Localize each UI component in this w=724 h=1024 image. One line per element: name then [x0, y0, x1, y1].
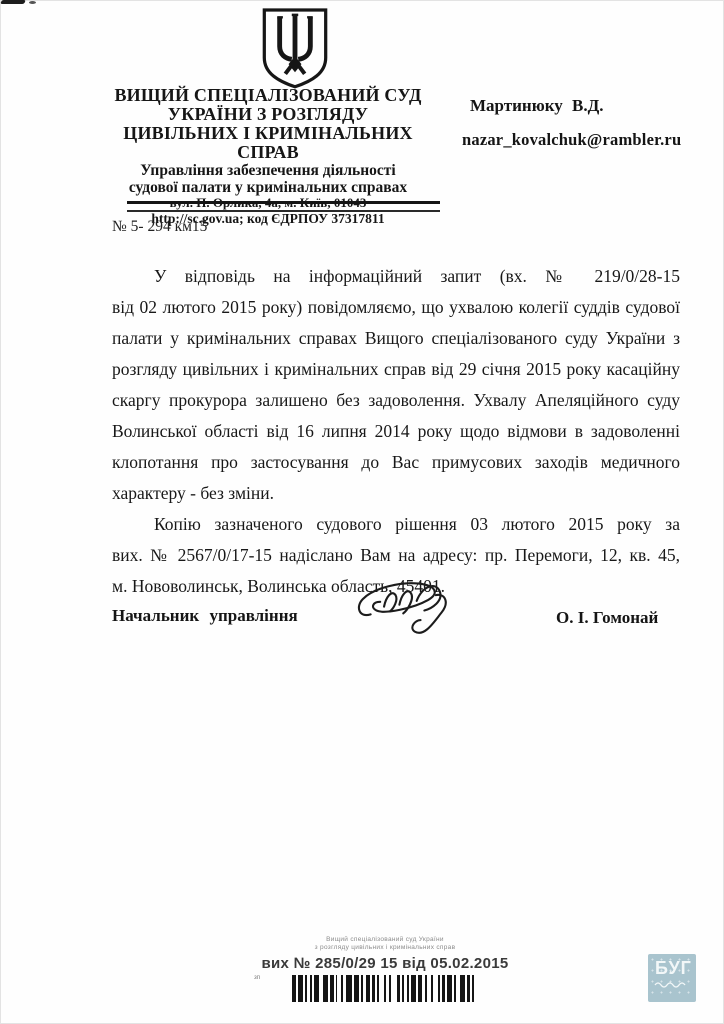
paragraph-line: скаргу прокурора залишено без задоволення. Ухвалу Апеляційного суду	[112, 390, 680, 410]
registration-stamp	[252, 936, 518, 1002]
paragraph-line: характеру - без зміни.	[112, 483, 274, 503]
letterhead-divider	[127, 201, 440, 212]
paragraph-line: Волинської області від 16 липня 2014 року щодо відмови в задоволенні	[112, 421, 680, 441]
paragraph-line: палати у кримінальних справах Вищого спеціалізованого суду України з	[112, 328, 680, 348]
paragraph	[112, 261, 680, 509]
scan-artifact-dot	[29, 1, 36, 4]
stamp-org-line: Вищий спеціалізований суд України	[326, 936, 444, 943]
barcode-bar	[474, 975, 478, 1002]
barcode-bars	[292, 975, 477, 1002]
recipient-email: nazar_kovalchuk@rambler.ru	[462, 130, 682, 149]
paragraph-line: вих. № 2567/0/17-15 надіслано Вам на адресу: пр. Перемоги, 12, кв. 45,	[112, 545, 680, 565]
signatory-title: Начальник управління	[112, 606, 298, 625]
recipient-name: Мартинюку В.Д.	[470, 96, 604, 115]
paragraph-line: від 02 лютого 2015 року) повідомляємо, що ухвалою колегії суддів судової	[112, 297, 680, 317]
buh-watermark-logo	[648, 954, 696, 1002]
court-name-line: ЦИВІЛЬНИХ І КРИМІНАЛЬНИХ СПРАВ	[123, 123, 413, 162]
reference-number: № 5- 294 км15	[112, 218, 208, 235]
barcode-side-mark: зп	[254, 975, 260, 981]
signatory-name: О. І. Гомонай	[556, 608, 659, 627]
website-line: http://sc.gov.ua; код ЄДРПОУ 37317811	[151, 210, 385, 226]
recipient-block	[462, 96, 724, 150]
paragraph-line: клопотання про застосування до Вас примусових заходів медичного	[112, 452, 680, 472]
handwritten-signature	[350, 574, 468, 646]
paragraph-line: розгляду цивільних і кримінальних справ від 29 січня 2015 року касаційну	[112, 359, 680, 379]
ukraine-trident-emblem	[252, 6, 338, 90]
stamp-org-line: з розгляду цивільних і кримінальних справ	[314, 944, 456, 951]
department-line: Управління забезпечення діяльності	[140, 162, 396, 179]
paragraph-line: Копію зазначеного судового рішення 03 лютого 2015 року за	[154, 514, 680, 534]
barcode	[252, 975, 518, 1002]
paragraph-line: У відповідь на інформаційний запит (вх. № 219/0/28-15	[154, 266, 680, 286]
wave-icon	[654, 981, 690, 989]
court-name-line: УКРАЇНИ З РОЗГЛЯДУ	[167, 104, 369, 124]
court-name-line: ВИЩИЙ СПЕЦІАЛІЗОВАНИЙ СУД	[114, 85, 422, 105]
buh-watermark-label: БУГ	[655, 958, 692, 978]
stamp-outgoing-number: вих № 285/0/29 15 від 05.02.2015	[261, 955, 509, 972]
paragraph-line: м. Нововолинськ, Волинська область, 45401.	[112, 576, 446, 596]
department-line: судової палати у кримінальних справах	[128, 179, 408, 196]
letter-body	[112, 261, 680, 602]
scan-artifact	[0, 0, 26, 4]
address-line: вул. П. Орлика, 4а, м. Київ, 01043	[169, 195, 367, 210]
